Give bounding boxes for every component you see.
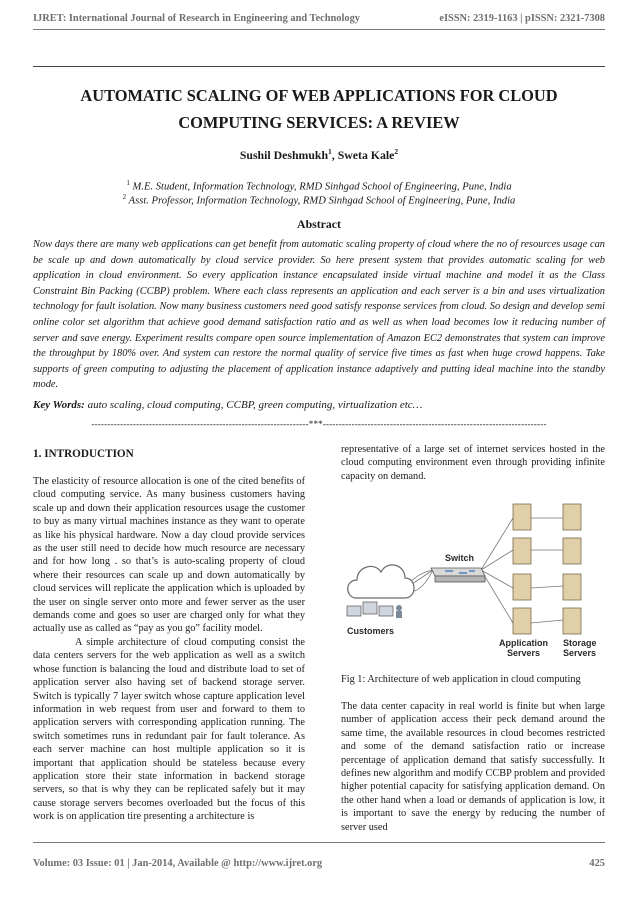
author-sep: , [331, 147, 338, 162]
section-heading-introduction: 1. INTRODUCTION [33, 448, 134, 460]
cloud-icon [348, 565, 414, 598]
author-1-sup: 1 [328, 147, 332, 156]
right-column-top [341, 443, 605, 483]
right-paragraph-1: representative of a large set of internet services hosted in the cloud computing environment even through providing infinite capacity on demand. [341, 444, 605, 482]
figure-caption: Fig 1: Architecture of web application in cloud computing [341, 674, 581, 685]
author-2-sup: 2 [394, 147, 399, 156]
footer-volume: Volume: 03 Issue: 01 | Jan-2014, Available @ http://www.ijret.org [33, 858, 323, 869]
affiliation-1-text: M.E. Student, Information Technology, RMD Sinhgad School of Engineering, Pune, India [129, 181, 512, 193]
architecture-diagram [341, 498, 605, 658]
label-switch: Switch [445, 553, 475, 563]
customers-icon [347, 602, 402, 618]
page-number: 425 [589, 858, 605, 869]
keywords-text: auto scaling, cloud computing, CCBP, green computing, virtualization etc… [84, 399, 423, 411]
footer-rule [33, 842, 605, 843]
abstract-text: Now days there are many web applications can get benefit from automatic scaling property of cloud where the no of resources usage can be scale up and down automatically by cloud service provider. So here present system that provides automatic scaling for web application in cloud environment. So every application instance encapsulated inside virtual machine and model it as the Class Constraint Bin Packing (CCBP) problem. Where each class represents an application and each server is a bin and uses virtualization technology for fault isolation. Now many business customers need good satisfy response services from cloud. So design and develop semi online color set algorithm that achieve good demand satisfaction ratio and as well as when load becomes low it reducing number of server and save energy. Experiment results compare open source implementation of Amazon EC2 demonstrates that system can improve the throughput by 180% over. And system can restore the normal quality of service five times as fast when huge crowd happens. Take supports of green computing to adjusting the placement of application instance adaptively and putting ideal machine into the standby mode. [33, 239, 605, 391]
label-app-servers-1: Application [499, 638, 548, 648]
author-1: Sushil Deshmukh [239, 147, 329, 162]
right-paragraph-2: The data center capacity in real world is finite but when large number of application access their peck demand around the same time, the available resources in cloud becomes restricted and some of the demand satisfaction ratio or increase percentage of application demand that satisfy successfully. It defines new algorithm and modify CCBP problem and provided higher potential capacity for satisfying application demand. On the other hand when a load or demands of application is low, it is important to save the energy by reducing the number of server used [341, 701, 605, 833]
running-header [33, 13, 605, 24]
affiliation-2 [33, 193, 605, 207]
label-storage-1: Storage [563, 638, 597, 648]
figure-architecture [341, 498, 605, 658]
title-line-1: AUTOMATIC SCALING OF WEB APPLICATIONS FOR CLOUD [80, 86, 558, 105]
affiliation-2-sup: 2 [122, 193, 127, 201]
abstract-heading: Abstract [297, 217, 341, 231]
paper-title [33, 82, 605, 136]
application-server-icons [513, 504, 531, 634]
author-line [33, 147, 605, 163]
affiliation-1-sup: 1 [126, 179, 130, 187]
journal-name: IJRET: International Journal of Research in Engineering and Technology [33, 13, 360, 24]
affiliation-1 [33, 179, 605, 193]
keywords [33, 399, 605, 411]
switch-icon [431, 568, 485, 582]
left-column [33, 475, 305, 824]
title-line-2: COMPUTING SERVICES: A REVIEW [178, 113, 460, 132]
intro-paragraph-2: A simple architecture of cloud computing consist the data centers servers for the web application as well as a switch whose function is balancing the loud and distribute load to set of application server also having set of backend storage server. Switch is typically 7 layer switch whose capture application level information in web request from user and forward to them to application servers with corresponding application running. The switch sometimes runs in redundant pair for fault tolerance. As each server machine can host multiple application so it is important that application should be stateless because every application store their state information in backend storage servers, so that is why they can be replicated safely but it may cause storage servers becomes overloaded but the focus of this work is on application tire presenting a architecture is [33, 636, 305, 823]
storage-server-icons [563, 504, 581, 634]
journal-issn: eISSN: 2319-1163 | pISSN: 2321-7308 [439, 13, 605, 24]
right-column-bottom [341, 700, 605, 834]
label-customers: Customers [347, 626, 395, 636]
title-rule [33, 66, 605, 67]
keywords-label: Key Words: [33, 399, 85, 411]
author-2: Sweta Kale [337, 147, 395, 162]
running-footer [33, 858, 605, 869]
label-app-servers-2: Servers [507, 648, 541, 658]
section-separator: --------------------------------------------------------------------***---------------------------------------------------------------------- [91, 419, 547, 429]
label-storage-2: Servers [563, 648, 597, 658]
header-rule [33, 29, 605, 30]
affiliation-2-text: Asst. Professor, Information Technology, RMD Sinhgad School of Engineering, Pune, India [126, 195, 516, 207]
intro-paragraph-1: The elasticity of resource allocation is one of the cited benefits of cloud computing service. As many business customers having scale up and down their application resources usage the customer to buy as many virtual machines instance as they want to operate as like his physical hardware. Now a day cloud provide services as the user still need to decide how much resource are necessary and for how long . so that’s is auto-scaling property of cloud where their resources can scale up and down automatically by cloud services will replicate the application which is uploaded by the user on single server onto more and fewer server as the user demands come and goes so user are charged only for what they actually use as called as “pay as you go” facility model. [33, 476, 305, 635]
